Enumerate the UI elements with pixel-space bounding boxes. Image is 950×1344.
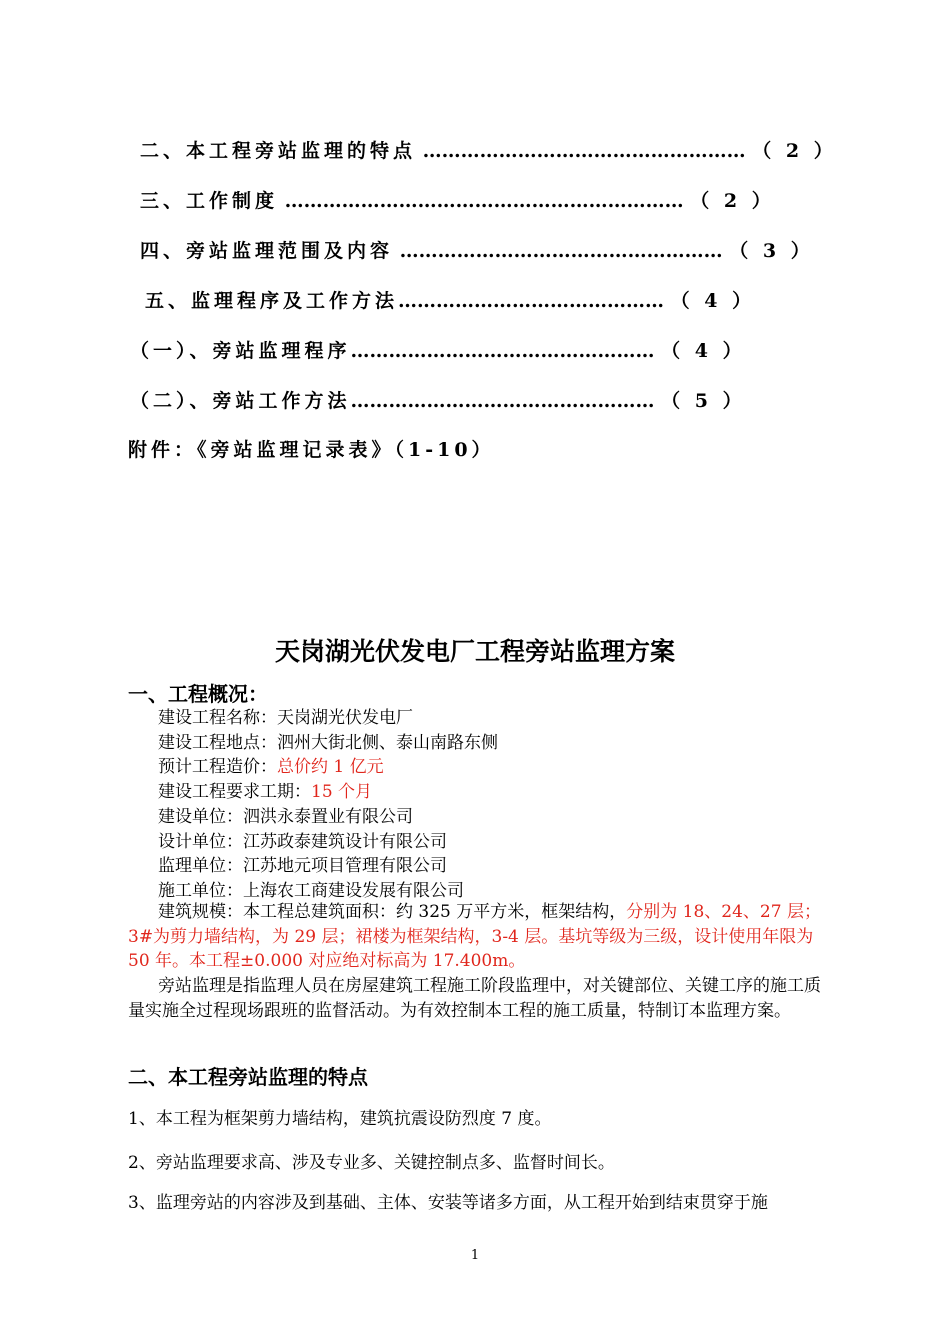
info-line: [158, 777, 372, 802]
toc-label: （二）、旁站工作方法: [130, 390, 351, 412]
toc-item-5-2[interactable]: [130, 386, 746, 413]
page-number: 1: [470, 1248, 480, 1263]
building-scale-paragraph: [128, 900, 828, 974]
section-heading-overview: 一、工程概况：: [128, 682, 268, 706]
intro-paragraph: [128, 974, 828, 1023]
info-label: 预计工程造价：: [158, 757, 277, 777]
info-label: 建设工程名称：: [158, 708, 277, 728]
scale-text: 建筑规模：本工程总建筑面积：约 325 万平方米，框架结构，: [158, 902, 627, 922]
info-value: 江苏地元项目管理有限公司: [243, 856, 447, 876]
info-label: 监理单位：: [158, 856, 243, 876]
info-label: 施工单位：: [158, 881, 243, 901]
info-line: [158, 851, 447, 876]
info-value: 总价约 1 亿元: [277, 757, 384, 777]
info-label: 建设工程要求工期：: [158, 782, 311, 802]
toc-page: （ 2 ）: [752, 140, 837, 162]
section-heading-features: 二、本工程旁站监理的特点: [128, 1065, 368, 1089]
feature-point: 1、本工程为框架剪力墙结构，建筑抗震设防烈度 7 度。: [128, 1109, 552, 1129]
info-value: 15 个月: [311, 782, 373, 802]
toc-page: （ 3 ）: [729, 240, 814, 262]
toc-dots: …………………………………………: [350, 340, 662, 362]
toc-dots: ………………………………………………………: [278, 190, 691, 212]
feature-point: 2、旁站监理要求高、涉及专业多、关键控制点多、监督时间长。: [128, 1153, 615, 1173]
toc-item-2[interactable]: [140, 136, 837, 163]
info-line: [158, 876, 464, 901]
info-label: 建设单位：: [158, 807, 243, 827]
toc-dots: …………………………………………: [350, 390, 662, 412]
intro-text: 旁站监理是指监理人员在房屋建筑工程施工阶段监理中，对关键部位、关键工序的施工质量实施全过程现场跟班的监督活动。为有效控制本工程的施工质量，特制订本监理方案。: [128, 976, 821, 1021]
info-value: 泗洪永泰置业有限公司: [243, 807, 413, 827]
info-line: [158, 703, 413, 728]
toc-dots: ……………………………………………: [416, 140, 753, 162]
toc-item-5[interactable]: [145, 286, 755, 313]
toc-item-5-1[interactable]: [130, 336, 746, 363]
toc-page: （ 4 ）: [670, 290, 756, 312]
info-line: [158, 802, 413, 827]
info-label: 设计单位：: [158, 832, 243, 852]
info-line: [158, 728, 498, 753]
info-value: 泗州大街北侧、泰山南路东侧: [277, 733, 498, 753]
toc-item-appendix[interactable]: [128, 435, 495, 462]
info-line: [158, 827, 447, 852]
document-title: 天岗湖光伏发电厂工程旁站监理方案: [274, 637, 675, 666]
toc-label: 五、监理程序及工作方法: [145, 290, 399, 312]
info-value: 天岗湖光伏发电厂: [277, 708, 413, 728]
info-value: 江苏政泰建筑设计有限公司: [243, 832, 447, 852]
toc-label: 三、工作制度: [140, 190, 279, 212]
toc-item-4[interactable]: [140, 236, 814, 263]
toc-dots: ……………………………………………: [393, 240, 730, 262]
info-line: [158, 752, 384, 777]
toc-item-3[interactable]: [140, 186, 775, 213]
toc-page: （ 5 ）: [661, 390, 746, 412]
toc-label: 附件：《旁站监理记录表》（1-10）: [128, 439, 495, 461]
toc-label: 二、本工程旁站监理的特点: [140, 140, 417, 162]
toc-page: （ 2 ）: [690, 190, 775, 212]
info-value: 上海农工商建设发展有限公司: [243, 881, 464, 901]
toc-label: （一）、旁站监理程序: [130, 340, 351, 362]
info-label: 建设工程地点：: [158, 733, 277, 753]
toc-label: 四、旁站监理范围及内容: [140, 240, 394, 262]
feature-point: 3、监理旁站的内容涉及到基础、主体、安装等诸多方面，从工程开始到结束贯穿于施: [128, 1193, 768, 1213]
toc-page: （ 4 ）: [661, 340, 746, 362]
toc-dots: ……………………………………: [398, 290, 671, 312]
scale-text-highlight: 分别为 18、24、27 层；3#为剪力墙结构，为 29 层；裙楼为框架结构，3-4 层。基坑等级为三级，设计使用年限为 50 年。本工程±0.000 对应绝对标高为 17.400m。: [128, 902, 821, 971]
